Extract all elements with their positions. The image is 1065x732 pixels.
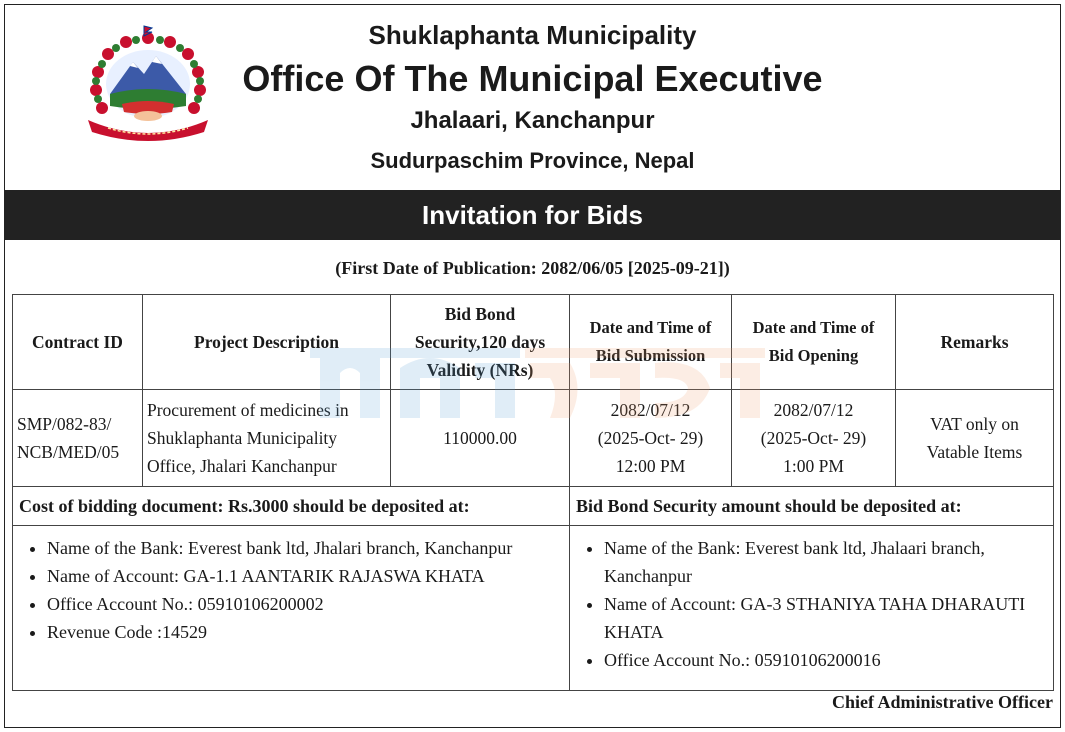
table-row [13,390,1054,487]
bond-deposit-details [570,526,1054,691]
location-line: Jhalaari, Kanchanpur [410,107,655,134]
bid-bond-cell: 110000.00 [391,390,570,487]
office-title: Office Of The Municipal Executive [242,58,823,99]
cost-deposit-details [13,526,570,691]
list-item: • Revenue Code :14529 [47,618,563,646]
list-item: • Name of the Bank: Everest bank ltd, Jhalari branch, Kanchanpur [47,534,563,562]
opening-cell: 2082/07/12 (2025-Oct- 29) 1:00 PM [732,390,896,487]
header-bid-bond: Bid Bond Security,120 days Validity (NRs) [391,295,570,390]
cost-deposit-title: Cost of bidding document: Rs.3000 should be deposited at: [13,487,570,526]
bond-deposit-list [576,534,1047,674]
signer-title: Chief Administrative Officer [832,692,1053,712]
table-header-row [13,295,1054,390]
publication-date: (First Date of Publication: 2082/06/05 [2025-09-21]) [335,258,730,278]
invitation-banner [4,190,1061,240]
header-remarks: Remarks [896,295,1054,390]
list-item: • Name of Account: GA-3 STHANIYA TAHA DHARAUTI KHATA [604,590,1047,646]
header-bid-submission: Date and Time of Bid Submission [570,295,732,390]
province-line: Sudurpaschim Province, Nepal [370,148,695,173]
remarks-cell: VAT only on Vatable Items [896,390,1054,487]
bond-deposit-title: Bid Bond Security amount should be deposited at: [570,487,1054,526]
header-contract-id: Contract ID [13,295,143,390]
deposit-title-row [13,487,1054,526]
header-project-description: Project Description [143,295,391,390]
contract-id-cell: SMP/082-83/ NCB/MED/05 [13,390,143,487]
list-item: • Office Account No.: 05910106200016 [604,646,1047,674]
deposit-details-row [13,526,1054,691]
municipality-name: Shuklaphanta Municipality [368,20,697,50]
banner-title: Invitation for Bids [422,200,643,230]
list-item: • Office Account No.: 05910106200002 [47,590,563,618]
submission-cell: 2082/07/12 (2025-Oct- 29) 12:00 PM [570,390,732,487]
project-description-cell: Procurement of medicines in Shuklaphanta Municipality Office, Jhalari Kanchanpur [143,390,391,487]
bid-table [12,294,1054,691]
list-item: • Name of the Bank: Everest bank ltd, Jhalaari branch, Kanchanpur [604,534,1047,590]
list-item: • Name of Account: GA-1.1 AANTARIK RAJASWA KHATA [47,562,563,590]
cost-deposit-list [19,534,563,646]
header-bid-opening: Date and Time of Bid Opening [732,295,896,390]
